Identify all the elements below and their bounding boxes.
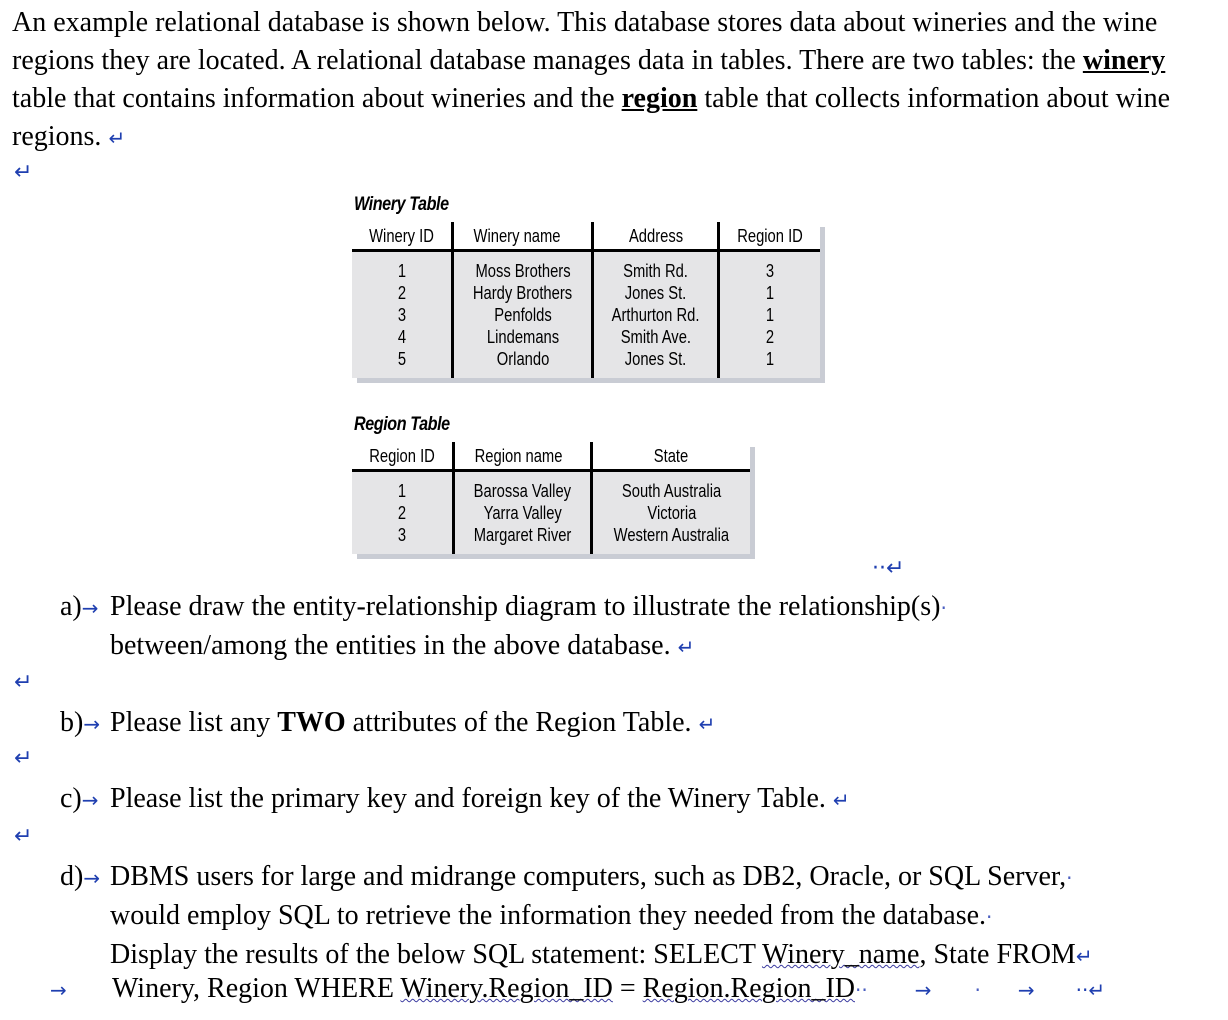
column-header: Address: [593, 222, 719, 251]
table-cell: Barossa Valley: [473, 481, 572, 501]
question-c: c)→ Please list the primary key and foreign key of the Winery Table. ↵: [60, 780, 1220, 819]
question-a-line2: between/among the entities in the above database. ↵: [110, 630, 695, 661]
table-row: [352, 524, 750, 554]
question-c-label: c)→: [60, 783, 99, 814]
table-cell: 3: [397, 525, 407, 545]
tab-arrow-icon: →: [1017, 978, 1035, 1002]
return-mark-icon: ··↵: [872, 556, 905, 581]
table-cell: Hardy Brothers: [472, 283, 573, 303]
table-cell: South Australia: [621, 481, 722, 501]
winery-table: [352, 222, 820, 378]
intro-paragraph: [12, 4, 1212, 157]
table-cell: Moss Brothers: [474, 261, 571, 281]
return-mark-icon: ↵: [108, 126, 126, 150]
question-d-line2: would employ SQL to retrieve the information they needed from the database.·: [110, 900, 993, 931]
tab-arrow-icon: →: [914, 978, 932, 1002]
table-row: [352, 282, 820, 304]
question-d-label: d)→: [60, 861, 101, 892]
table-row: [352, 502, 750, 524]
question-a: [60, 588, 1220, 666]
return-mark-icon: ↵: [698, 712, 716, 736]
question-b-label: b)→: [60, 707, 101, 738]
question-a-label: a)→: [60, 591, 99, 622]
table-cell: 1: [397, 261, 406, 281]
table-cell: Smith Ave.: [620, 327, 691, 347]
column-header: Winery ID: [352, 222, 453, 251]
question-b: b)→ Please list any TWO attributes of the Region Table. ↵: [60, 704, 1220, 743]
return-mark-icon: ↵: [677, 635, 695, 659]
table-cell: Orlando: [496, 349, 549, 369]
table-cell: 5: [397, 349, 406, 369]
region-keyword: region: [621, 83, 698, 114]
table-cell: Victoria: [646, 503, 696, 523]
table-cell: 2: [397, 283, 406, 303]
tab-arrow-icon: →: [81, 596, 99, 620]
return-mark-icon: ↵: [14, 160, 33, 185]
table-cell: 1: [766, 349, 775, 369]
return-mark-icon: ↵: [14, 824, 33, 849]
table-cell: 3: [766, 261, 775, 281]
winery-table-title: Winery Table: [354, 194, 449, 215]
table-cell: 3: [397, 305, 406, 325]
space-dot-icon: ·: [940, 596, 947, 620]
winery-table-figure: [352, 194, 872, 378]
table-cell: Smith Rd.: [623, 261, 688, 281]
intro-text-1: An example relational database is shown below. This database stores data about wineries and the wine regions they are located. A relational database manages data in tables. There are two tables: the: [12, 7, 1158, 76]
column-header: Region ID: [719, 222, 821, 251]
return-mark-icon: ↵: [832, 788, 850, 812]
table-cell: Western Australia: [613, 525, 730, 545]
table-cell: 1: [397, 481, 407, 501]
table-cell: Jones St.: [624, 349, 687, 369]
question-d-line3: Display the results of the below SQL statement: SELECT Winery_name, State FROM↵: [110, 939, 1093, 970]
emphasis-two: TWO: [277, 707, 346, 738]
table-cell: Jones St.: [624, 283, 687, 303]
table-cell: 2: [766, 327, 775, 347]
question-a-line1: Please draw the entity-relationship diagram to illustrate the relationship(s): [110, 591, 941, 622]
column-header: Winery name: [453, 222, 593, 251]
question-d: d)→ DBMS users for large and midrange computers, such as DB2, Oracle, or SQL Server,· would employ SQL to retrieve the information they needed from the database.· Display the results of the below SQL statement: SELECT Winery_name, State FROM↵: [60, 858, 1220, 975]
return-mark-icon: ↵: [14, 670, 33, 695]
return-mark-icon: ··↵: [1075, 978, 1106, 1002]
tab-arrow-icon: →: [81, 788, 99, 812]
question-d-line4: → Winery, Region WHERE Winery.Region_ID = Region.Region_ID·· → · → ··↵: [50, 970, 1210, 1009]
winery-keyword: winery: [1082, 45, 1166, 76]
region-table-title: Region Table: [354, 414, 450, 435]
table-row: [352, 471, 750, 503]
table-cell: 4: [397, 327, 406, 347]
return-mark-icon: ↵: [14, 746, 33, 771]
tab-arrow-icon: →: [83, 712, 101, 736]
tab-arrow-icon: →: [50, 978, 67, 1002]
table-cell: 1: [766, 283, 775, 303]
table-cell: Arthurton Rd.: [611, 305, 700, 325]
intro-text-3: table that collects information about wine regions.: [12, 83, 1171, 152]
table-cell: Margaret River: [473, 525, 572, 545]
region-table: [352, 442, 750, 554]
tab-arrow-icon: →: [83, 866, 101, 890]
region-table-figure: [352, 414, 872, 554]
table-cell: 2: [397, 503, 407, 523]
table-cell: Lindemans: [486, 327, 559, 347]
table-cell: 1: [766, 305, 775, 325]
table-cell: Yarra Valley: [483, 503, 562, 523]
return-mark-icon: ↵: [1075, 944, 1093, 968]
table-row: [352, 348, 820, 378]
table-cell: Penfolds: [493, 305, 552, 325]
column-header: Region ID: [352, 442, 454, 471]
column-header: Region name: [454, 442, 592, 471]
table-row: [352, 326, 820, 348]
column-header: State: [592, 442, 750, 471]
intro-text-2: table that contains information about wineries and the: [12, 83, 622, 114]
table-row: [352, 304, 820, 326]
table-header-row: [352, 222, 820, 251]
table-header-row: [352, 442, 750, 471]
table-row: [352, 251, 820, 283]
